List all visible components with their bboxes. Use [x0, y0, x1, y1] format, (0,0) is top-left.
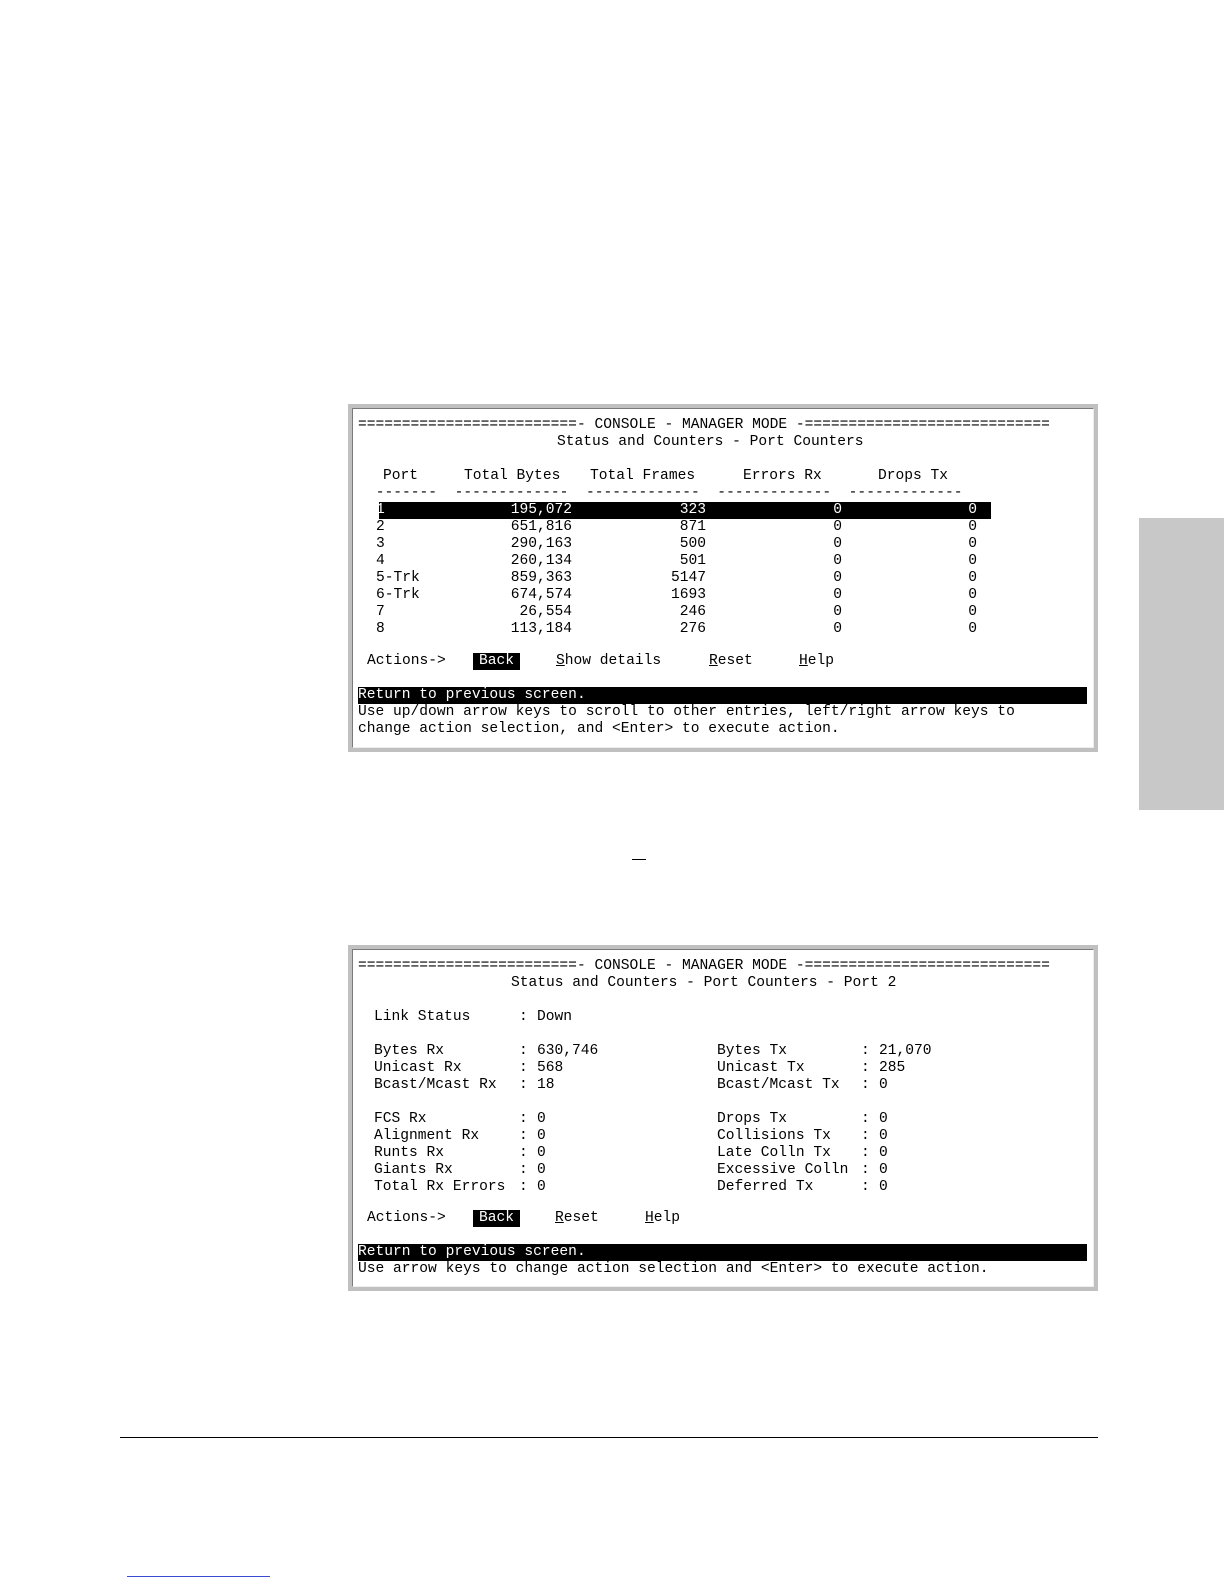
port-cell: 5-Trk [376, 570, 420, 586]
tx-stat-colon: : [861, 1077, 870, 1093]
errors-rx-cell: 0 [833, 536, 842, 552]
link-status-value: Down [537, 1009, 573, 1025]
tx-stat-colon: : [861, 1179, 870, 1195]
drops-tx-cell: 0 [968, 553, 977, 569]
rx-stat-colon: : [519, 1077, 528, 1093]
tx-stat-label: Bytes Tx [717, 1043, 788, 1059]
link-status-colon: : [519, 1009, 528, 1025]
tx-stat-value: 0 [879, 1179, 888, 1195]
total-frames-cell: 500 [679, 536, 706, 552]
drops-tx-cell: 0 [968, 587, 977, 603]
rx-stat-value: 0 [537, 1111, 546, 1127]
console-banner: =========================- CONSOLE - MANAGER MODE -============================ [358, 417, 1050, 433]
rx-stat-label: Unicast Rx [374, 1060, 462, 1076]
section-side-tab [1139, 518, 1224, 810]
total-frames-cell: 246 [679, 604, 706, 620]
total-bytes-cell: 113,184 [510, 621, 572, 637]
drops-tx-cell: 0 [968, 502, 977, 518]
port-detail-screen [348, 945, 1098, 1291]
screen-title: Status and Counters - Port Counters [557, 434, 864, 450]
total-bytes-cell: 195,072 [510, 502, 572, 518]
tx-stat-label: Late Colln Tx [717, 1145, 831, 1161]
port-cell: 3 [376, 536, 385, 552]
total-bytes-cell: 651,816 [510, 519, 572, 535]
port-counters-screen [348, 404, 1098, 752]
total-frames-cell: 871 [679, 519, 706, 535]
console-banner: =========================- CONSOLE - MANAGER MODE -============================ [358, 958, 1050, 974]
tx-stat-value: 21,070 [879, 1043, 932, 1059]
rx-stat-label: Giants Rx [374, 1162, 453, 1178]
rx-stat-value: 0 [537, 1162, 546, 1178]
total-bytes-cell: 260,134 [510, 553, 572, 569]
rx-stat-value: 568 [537, 1060, 564, 1076]
port-cell: 6-Trk [376, 587, 420, 603]
rx-stat-value: 0 [537, 1179, 546, 1195]
total-bytes-cell: 290,163 [510, 536, 572, 552]
tx-stat-label: Collisions Tx [717, 1128, 831, 1144]
help-button[interactable] [645, 1210, 680, 1227]
rx-stat-label: Bcast/Mcast Rx [374, 1077, 497, 1093]
rx-stat-colon: : [519, 1179, 528, 1195]
tx-stat-value: 0 [879, 1162, 888, 1178]
tx-stat-colon: : [861, 1060, 870, 1076]
actions-label: Actions-> [367, 653, 446, 669]
tx-stat-label: Excessive Colln [717, 1162, 849, 1178]
total-bytes-cell: 26,554 [519, 604, 572, 620]
rx-stat-label: Total Rx Errors [374, 1179, 506, 1195]
drops-tx-cell: 0 [968, 621, 977, 637]
rx-stat-value: 630,746 [537, 1043, 599, 1059]
rx-stat-value: 0 [537, 1145, 546, 1161]
total-bytes-cell: 674,574 [510, 587, 572, 603]
tx-stat-value: 0 [879, 1111, 888, 1127]
total-frames-cell: 501 [679, 553, 706, 569]
terminal-window [352, 408, 1094, 748]
errors-rx-cell: 0 [833, 519, 842, 535]
tx-stat-label: Deferred Tx [717, 1179, 814, 1195]
port-cell: 4 [376, 553, 385, 569]
show-details-hotkey: S [556, 653, 565, 669]
tx-stat-colon: : [861, 1128, 870, 1144]
rx-stat-colon: : [519, 1128, 528, 1144]
tx-stat-label: Bcast/Mcast Tx [717, 1077, 840, 1093]
column-underline: ------- ------------- ------------- ------------- ------------- [367, 485, 963, 501]
rx-stat-colon: : [519, 1145, 528, 1161]
show-details-button[interactable] [556, 653, 661, 670]
column-header-total-frames: Total Frames [590, 468, 696, 484]
rx-stat-colon: : [519, 1162, 528, 1178]
help-label: elp [653, 1210, 681, 1226]
port-cell: 8 [376, 621, 385, 637]
tx-stat-colon: : [861, 1043, 870, 1059]
help-hotkey: H [645, 1210, 654, 1226]
status-message: Return to previous screen. [358, 687, 586, 703]
drops-tx-cell: 0 [968, 570, 977, 586]
rx-stat-colon: : [519, 1060, 528, 1076]
tx-stat-value: 0 [879, 1077, 888, 1093]
help-hint-line-2: change action selection, and <Enter> to execute action. [358, 721, 840, 737]
status-message: Return to previous screen. [358, 1244, 586, 1260]
drops-tx-cell: 0 [968, 604, 977, 620]
column-header-total-bytes: Total Bytes [464, 468, 561, 484]
rx-stat-label: Runts Rx [374, 1145, 445, 1161]
back-button[interactable]: Back [473, 1210, 520, 1227]
column-header-port: Port [383, 468, 419, 484]
underline-mark [632, 859, 646, 860]
link-status-label: Link Status [374, 1009, 471, 1025]
footer-link-underline [127, 1576, 270, 1577]
errors-rx-cell: 0 [833, 553, 842, 569]
tx-stat-label: Drops Tx [717, 1111, 788, 1127]
total-frames-cell: 276 [679, 621, 706, 637]
tx-stat-value: 0 [879, 1128, 888, 1144]
total-frames-cell: 5147 [670, 570, 706, 586]
back-button[interactable]: Back [473, 653, 520, 670]
errors-rx-cell: 0 [833, 502, 842, 518]
reset-hotkey: R [709, 653, 718, 669]
tx-stat-label: Unicast Tx [717, 1060, 805, 1076]
column-header-errors-rx: Errors Rx [743, 468, 822, 484]
errors-rx-cell: 0 [833, 604, 842, 620]
rx-stat-colon: : [519, 1111, 528, 1127]
total-frames-cell: 1693 [670, 587, 706, 603]
help-hint-line-1: Use arrow keys to change action selection and <Enter> to execute action. [358, 1261, 989, 1277]
rx-stat-value: 18 [537, 1077, 555, 1093]
help-hotkey: H [799, 653, 808, 669]
rx-stat-label: Bytes Rx [374, 1043, 445, 1059]
page-footer-rule [120, 1437, 1098, 1438]
total-frames-cell: 323 [679, 502, 706, 518]
show-details-label: how details [564, 653, 662, 669]
screen-title: Status and Counters - Port Counters - Port 2 [511, 975, 897, 991]
terminal-window [352, 949, 1094, 1287]
port-cell: 1 [376, 502, 385, 518]
tx-stat-colon: : [861, 1145, 870, 1161]
rx-stat-label: FCS Rx [374, 1111, 427, 1127]
tx-stat-value: 285 [879, 1060, 906, 1076]
tx-stat-value: 0 [879, 1145, 888, 1161]
rx-stat-colon: : [519, 1043, 528, 1059]
port-cell: 7 [376, 604, 385, 620]
rx-stat-value: 0 [537, 1128, 546, 1144]
errors-rx-cell: 0 [833, 621, 842, 637]
total-bytes-cell: 859,363 [510, 570, 572, 586]
errors-rx-cell: 0 [833, 570, 842, 586]
reset-button[interactable] [555, 1210, 599, 1227]
tx-stat-colon: : [861, 1111, 870, 1127]
help-label: elp [807, 653, 835, 669]
help-hint-line-1: Use up/down arrow keys to scroll to other entries, left/right arrow keys to [358, 704, 1015, 720]
help-button[interactable] [799, 653, 834, 670]
reset-label: eset [717, 653, 753, 669]
tx-stat-colon: : [861, 1162, 870, 1178]
reset-button[interactable] [709, 653, 753, 670]
drops-tx-cell: 0 [968, 519, 977, 535]
drops-tx-cell: 0 [968, 536, 977, 552]
rx-stat-label: Alignment Rx [374, 1128, 480, 1144]
port-cell: 2 [376, 519, 385, 535]
errors-rx-cell: 0 [833, 587, 842, 603]
reset-label: eset [563, 1210, 599, 1226]
column-header-drops-tx: Drops Tx [878, 468, 949, 484]
reset-hotkey: R [555, 1210, 564, 1226]
actions-label: Actions-> [367, 1210, 446, 1226]
